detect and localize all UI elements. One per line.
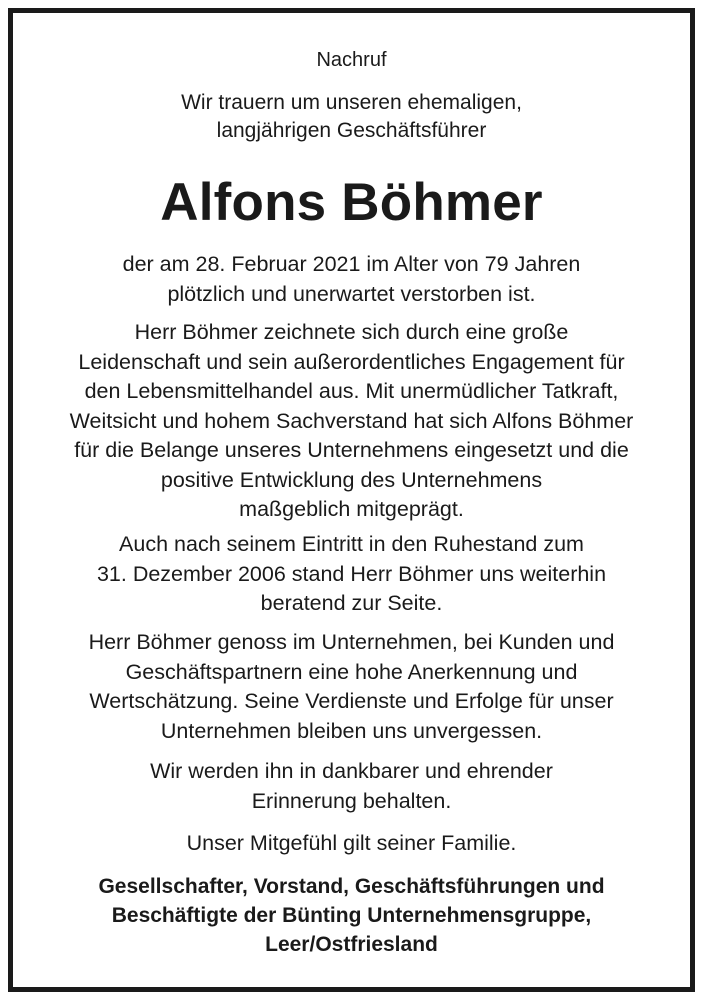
death-details-paragraph xyxy=(30,250,673,309)
paragraph-line: positive Entwicklung des Unternehmens xyxy=(160,467,543,492)
paragraph-line: Herr Böhmer genoss im Unternehmen, bei Kunden und xyxy=(88,630,615,654)
paragraph-line: Leidenschaft und sein außerordentliches Engagement für xyxy=(78,349,625,374)
notice-heading xyxy=(30,47,673,73)
paragraph-line: maßgeblich mitgeprägt. xyxy=(239,497,464,521)
paragraph-line: Unser Mitgefühl gilt seiner Familie. xyxy=(186,831,517,855)
paragraph-line: Herr Böhmer zeichnete sich durch eine große xyxy=(134,320,569,344)
tribute-paragraph xyxy=(30,318,673,525)
paragraph-line: Erinnerung behalten. xyxy=(251,788,452,813)
memory-paragraph xyxy=(30,757,673,816)
intro-text xyxy=(30,89,673,145)
signature-line: Leer/Ostfriesland xyxy=(265,933,438,956)
paragraph-line: den Lebensmittelhandel aus. Mit unermüdlicher Tatkraft, xyxy=(84,379,619,403)
paragraph-line: plötzlich und unerwartet verstorben ist. xyxy=(167,281,536,306)
paragraph-line: Wertschätzung. Seine Verdienste und Erfolge für unser xyxy=(89,689,614,713)
intro-line: Wir trauern um unseren ehemaligen, xyxy=(181,91,522,114)
paragraph-line: Weitsicht und hohem Sachverstand hat sich Alfons Böhmer xyxy=(69,408,634,433)
notice-heading-text: Nachruf xyxy=(316,49,387,71)
deceased-name-text: Alfons Böhmer xyxy=(160,173,543,232)
deceased-name xyxy=(30,172,673,234)
intro-line: langjährigen Geschäftsführer xyxy=(216,119,487,142)
paragraph-line: Unternehmen bleiben uns unvergessen. xyxy=(160,718,543,743)
sympathy-paragraph xyxy=(30,829,673,859)
esteem-paragraph xyxy=(30,628,673,746)
paragraph-line: Geschäftspartnern eine hohe Anerkennung und xyxy=(125,659,578,684)
signature-line: Beschäftigte der Bünting Unternehmensgruppe, xyxy=(111,904,592,927)
retirement-paragraph xyxy=(30,530,673,619)
paragraph-line: Auch nach seinem Eintritt in den Ruhestand zum xyxy=(119,532,584,556)
signature-line: Gesellschafter, Vorstand, Geschäftsführungen und xyxy=(98,875,605,898)
paragraph-line: Wir werden ihn in dankbarer und ehrender xyxy=(150,759,553,783)
paragraph-line: der am 28. Februar 2021 im Alter von 79 Jahren xyxy=(122,252,581,276)
signature-block xyxy=(30,872,673,959)
paragraph-line: beratend zur Seite. xyxy=(260,591,443,615)
paragraph-line: für die Belange unseres Unternehmens eingesetzt und die xyxy=(74,438,629,462)
paragraph-line: 31. Dezember 2006 stand Herr Böhmer uns weiterhin xyxy=(96,561,607,586)
